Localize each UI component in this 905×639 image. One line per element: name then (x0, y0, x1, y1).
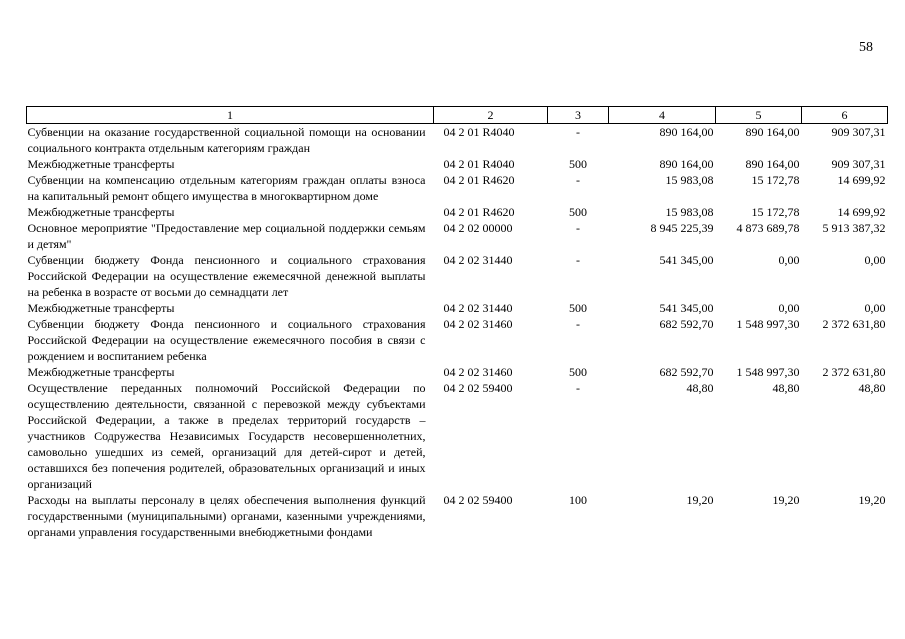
table-row (27, 364, 888, 380)
table-row (27, 380, 888, 492)
row-value-3: 0,00 (864, 253, 886, 267)
table-row (27, 220, 888, 252)
row-kind: 500 (569, 205, 587, 219)
row-value-1: 48,80 (686, 381, 714, 395)
table-row (27, 124, 888, 157)
header-cell: 6 (802, 107, 888, 124)
row-name: Расходы на выплаты персоналу в целях обеспечения выполнения функций государственными (муниципальными) органами, казенными учреждениями, органами управления государственными внебюджетными фондами (27, 493, 426, 539)
row-value-3: 5 913 387,32 (822, 221, 886, 235)
header-cell: 2 (434, 107, 548, 124)
header-cell: 1 (27, 107, 434, 124)
row-code: 04 2 02 59400 (443, 381, 513, 395)
table-row (27, 252, 888, 300)
row-kind: - (576, 173, 580, 187)
row-value-2: 1 548 997,30 (736, 317, 800, 331)
row-name: Субвенции бюджету Фонда пенсионного и социального страхования Российской Федерации на осуществление ежемесячной денежной выплаты на ребенка в возрасте от восьми до семнадцати лет (27, 253, 426, 299)
row-value-1: 15 983,08 (665, 173, 714, 187)
row-name: Основное мероприятие "Предоставление мер социальной поддержки семьям и детям" (27, 221, 426, 251)
row-value-3: 2 372 631,80 (822, 365, 886, 379)
row-value-1: 541 345,00 (659, 253, 714, 267)
row-value-3: 19,20 (858, 493, 886, 507)
row-value-1: 541 345,00 (659, 301, 714, 315)
row-value-1: 682 592,70 (659, 365, 714, 379)
row-value-1: 19,20 (686, 493, 714, 507)
row-name: Межбюджетные трансферты (27, 205, 175, 219)
row-code: 04 2 02 31440 (443, 301, 513, 315)
row-value-2: 4 873 689,78 (736, 221, 800, 235)
row-code: 04 2 02 59400 (443, 493, 513, 507)
row-name: Осуществление переданных полномочий Российской Федерации по осуществлению деятельности, связанной с перевозкой между субъектами Российской Федерации, а также в пределах территорий государств – участников Содружества Независимых Государств несовершеннолетних, самовольно ушедших из семей, организаций для детей-сирот и детей, оставшихся без попечения родителей, образовательных организаций и иных организаций (27, 381, 426, 491)
row-value-3: 48,80 (858, 381, 886, 395)
row-kind: 500 (569, 365, 587, 379)
row-value-3: 14 699,92 (837, 205, 886, 219)
table-row (27, 156, 888, 172)
row-name: Субвенции на оказание государственной социальной помощи на основании социального контракта отдельным категориям граждан (27, 125, 426, 155)
row-code: 04 2 01 R4620 (443, 173, 515, 187)
row-kind: 500 (569, 157, 587, 171)
row-value-3: 909 307,31 (831, 157, 886, 171)
row-value-3: 0,00 (864, 301, 886, 315)
row-value-2: 19,20 (772, 493, 800, 507)
row-value-2: 890 164,00 (745, 157, 800, 171)
row-kind: 500 (569, 301, 587, 315)
row-value-3: 2 372 631,80 (822, 317, 886, 331)
row-name: Межбюджетные трансферты (27, 301, 175, 315)
row-kind: - (576, 221, 580, 235)
row-name: Межбюджетные трансферты (27, 157, 175, 171)
table-row (27, 300, 888, 316)
table-row (27, 316, 888, 364)
header-row (27, 107, 888, 124)
header-cell: 5 (716, 107, 802, 124)
row-code: 04 2 02 31440 (443, 253, 513, 267)
table-row (27, 204, 888, 220)
row-value-2: 15 172,78 (751, 205, 800, 219)
row-code: 04 2 02 00000 (443, 221, 513, 235)
row-value-1: 890 164,00 (659, 157, 714, 171)
row-value-2: 48,80 (772, 381, 800, 395)
row-value-3: 14 699,92 (837, 173, 886, 187)
budget-table (26, 106, 888, 540)
row-value-1: 682 592,70 (659, 317, 714, 331)
row-code: 04 2 02 31460 (443, 365, 513, 379)
row-value-3: 909 307,31 (831, 125, 886, 139)
row-value-1: 8 945 225,39 (650, 221, 714, 235)
row-value-1: 15 983,08 (665, 205, 714, 219)
page-number: 58 (859, 40, 873, 55)
header-cell: 3 (548, 107, 609, 124)
row-value-2: 0,00 (778, 253, 800, 267)
row-value-1: 890 164,00 (659, 125, 714, 139)
row-value-2: 15 172,78 (751, 173, 800, 187)
row-value-2: 890 164,00 (745, 125, 800, 139)
row-name: Субвенции на компенсацию отдельным категориям граждан оплаты взноса на капитальный ремонт общего имущества в многоквартирном доме (27, 173, 426, 203)
row-value-2: 1 548 997,30 (736, 365, 800, 379)
row-value-2: 0,00 (778, 301, 800, 315)
header-cell: 4 (609, 107, 716, 124)
row-kind: - (576, 125, 580, 139)
row-kind: - (576, 253, 580, 267)
row-name: Субвенции бюджету Фонда пенсионного и социального страхования Российской Федерации на осуществление ежемесячного пособия в связи с рождением и воспитанием ребенка (27, 317, 426, 363)
row-name: Межбюджетные трансферты (27, 365, 175, 379)
row-code: 04 2 01 R4040 (443, 125, 515, 139)
row-code: 04 2 01 R4040 (443, 157, 515, 171)
row-kind: - (576, 317, 580, 331)
row-code: 04 2 02 31460 (443, 317, 513, 331)
row-kind: - (576, 381, 580, 395)
table-row (27, 492, 888, 540)
row-code: 04 2 01 R4620 (443, 205, 515, 219)
row-kind: 100 (569, 493, 587, 507)
table-row (27, 172, 888, 204)
